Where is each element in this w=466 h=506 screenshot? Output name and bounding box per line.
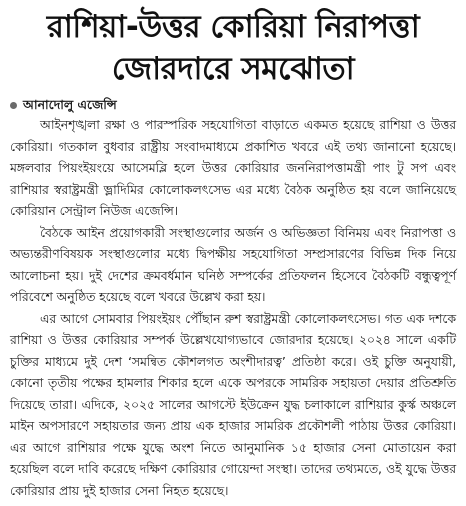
headline	[10, 6, 456, 90]
article-body	[10, 114, 456, 501]
paragraph-2: বৈঠকে আইন প্রয়োগকারী সংস্থাগুলোর অর্জন ও অভিজ্ঞতা বিনিময় এবং নিরাপত্তা ও অভ্যন্তরীণবিষয়ক সংস্থাগুলোর মধ্যে দ্বিপক্ষীয় সহযোগিতা সম্প্রসারণের বিভিন্ন দিক নিয়ে আলোচনা হয়। দুই দেশের ক্রমবর্ধমান ঘনিষ্ঠ সম্পর্কের প্রতিফলন হিসেবে বৈঠকটি বন্ধুত্বপূর্ণ পরিবেশে অনুষ্ঠিত হয়েছে বলে খবরে উল্লেখ করা হয়।	[10, 224, 456, 304]
byline	[10, 96, 456, 114]
byline-source: আনাদোলু এজেন্সি	[23, 97, 117, 112]
paragraph-3: এর আগে সোমবার পিয়ংইয়ং পৌঁছান রুশ স্বরাষ্ট্রমন্ত্রী কোলোকলৎসেভ। গত এক দশকে রাশিয়া ও উত্তর কোরিয়ার সম্পর্ক উল্লেখযোগ্যভাবে জোরদার হয়েছে। ২০২৪ সালে একটি চুক্তির মাধ্যমে দুই দেশ ‘সমন্বিত কৌশলগত অংশীদারত্ব’ প্রতিষ্ঠা করে। ওই চুক্তি অনুযায়ী, কোনো তৃতীয় পক্ষের হামলার শিকার হলে একে অপরকে সামরিক সহায়তা দেয়ার প্রতিশ্রুতি দিয়েছে তারা। এদিকে, ২০২৫ সালের আগস্টে ইউক্রেন যুদ্ধ চলাকালে রাশিয়ার কুর্স্ক অঞ্চলে মাইন অপসারণে সহায়তার জন্য প্রায় এক হাজার সামরিক প্রকৌশলী পাঠায় উত্তর কোরিয়া। এর আগে রাশিয়ার পক্ষে যুদ্ধে অংশ নিতে আনুমানিক ১৫ হাজার সেনা মোতায়েন করা হয়েছিল বলে দাবি করেছে দক্ষিণ কোরিয়ার গোয়েন্দা সংস্থা। তাদের তথ্যমতে, ওই যুদ্ধে উত্তর কোরিয়ার প্রায় দুই হাজার সেনা নিহত হয়েছে।	[10, 310, 456, 498]
bullet-icon	[10, 102, 17, 109]
headline-line-1: রাশিয়া-উত্তর কোরিয়া নিরাপত্তা	[46, 9, 420, 45]
headline-line-2: জোরদারে সমঝোতা	[111, 51, 355, 87]
paragraph-1: আইনশৃঙ্খলা রক্ষা ও পারস্পরিক সহযোগিতা বাড়াতে একমত হয়েছে রাশিয়া ও উত্তর কোরিয়া। গতকাল বুধবার রাষ্ট্রীয় সংবাদমাধ্যমে প্রকাশিত খবরে এই তথ্য জানানো হয়েছে। মঙ্গলবার পিয়ংইয়ংয়ে আসেমব্লি হলে উত্তর কোরিয়ার জননিরাপত্তামন্ত্রী পাং টু সপ এবং রাশিয়ার স্বরাষ্ট্রমন্ত্রী ভ্লাদিমির কোলোকলৎসেভ এর মধ্যে বৈঠক অনুষ্ঠিত হয় বলে জানিয়েছে কোরিয়ান সেন্ট্রাল নিউজ এজেন্সি।	[10, 117, 456, 218]
